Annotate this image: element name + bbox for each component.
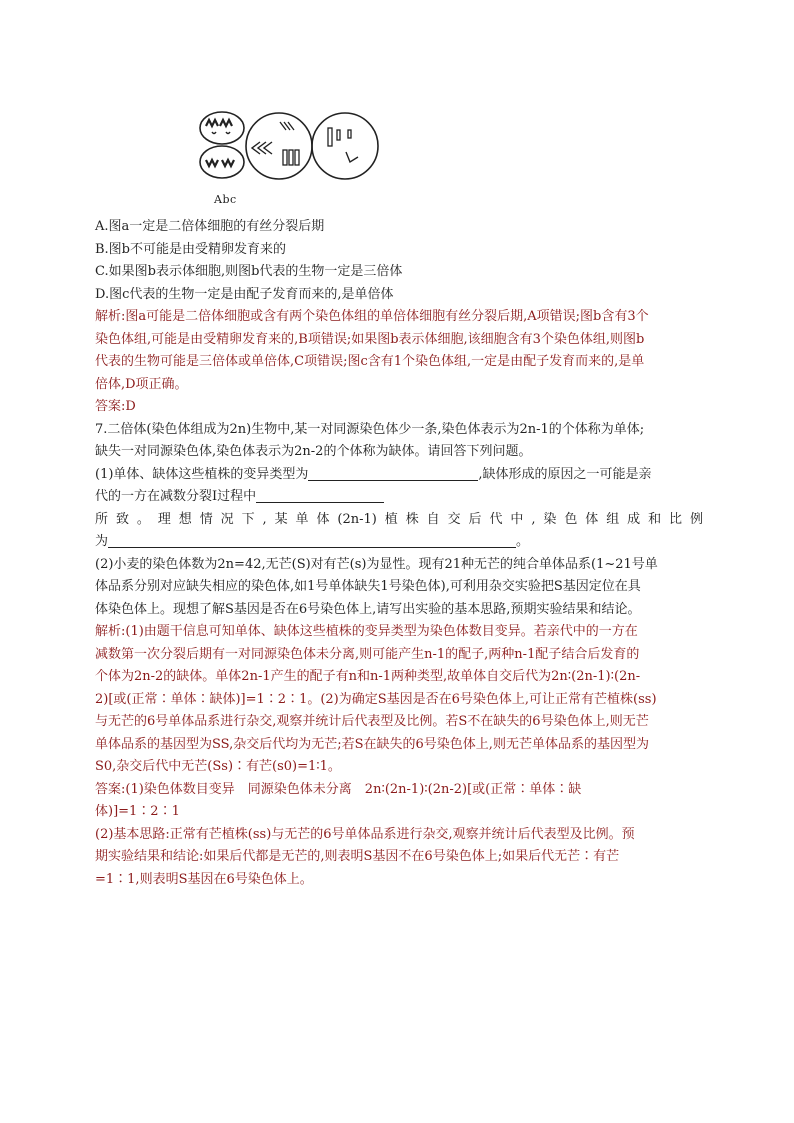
option-b: B.图b不可能是由受精卵发育来的 (95, 241, 287, 257)
part1-text: 代的一方在减数分裂Ⅰ过程中 (95, 489, 257, 504)
question-7-part1-line: 所致。理想情况下,某单体(2n-1)植株自交后代中,染色体组成和比例 (95, 511, 703, 527)
answer-blank-2[interactable] (256, 488, 384, 503)
part1-text: 。 (516, 534, 530, 549)
question-7-part2-line: (2)小麦的染色体数为2n=42,无芒(S)对有芒(s)为显性。现有21种无芒的纯合单体品系(1~21号单 (95, 556, 658, 572)
answer-blank-3[interactable] (108, 533, 516, 548)
analysis-line: 与无芒的6号单体品系进行杂交,观察并统计后代表型及比例。若S不在缺失的6号染色体上,则无芒 (95, 714, 649, 729)
cell-c-diagram (312, 113, 378, 179)
question-7-part1-line (95, 531, 703, 554)
answer-line: =1∶1,则表明S基因在6号染色体上。 (95, 871, 313, 887)
analysis-line: 2)[或(正常∶单体∶缺体)]=1∶2∶1。(2)为确定S基因是否在6号染色体上,可让正常有芒植株(ss) (95, 691, 657, 707)
answer-line: (2)基本思路:正常有芒植株(ss)与无芒的6号单体品系进行杂交,观察并统计后代表型及比例。预 (95, 826, 635, 842)
cell-b-diagram (246, 113, 312, 179)
analysis-line: 倍体,D项正确。 (95, 376, 188, 392)
analysis-line: 染色体组,可能是由受精卵发育来的,B项错误;如果图b表示体细胞,该细胞含有3个染色体组,则图b (95, 331, 645, 347)
figure-caption: Abc (214, 193, 237, 206)
part1-text: ,缺体形成的原因之一可能是亲 (478, 466, 652, 482)
question-7-part2-line: 体染色体上。现想了解S基因是否在6号染色体上,请写出实验的基本思路,预期实验结果和结论。 (95, 601, 641, 617)
part1-text: 为 (95, 534, 109, 549)
analysis-line: 单体品系的基因型为SS,杂交后代均为无芒;若S在缺失的6号染色体上,则无芒单体品系的基因型为 (95, 736, 649, 752)
analysis-line: 减数第一次分裂后期有一对同源染色体未分离,则可能产生n-1的配子,两种n-1配子结合后发育的 (95, 646, 640, 662)
question-7-intro: 缺失一对同源染色体,染色体表示为2n-2的个体称为缺体。请回答下列问题。 (95, 444, 532, 459)
option-c: C.如果图b表示体细胞,则图b代表的生物一定是三倍体 (95, 264, 403, 279)
answer-line: 答案:(1)染色体数目变异 同源染色体未分离 2n∶(2n-1)∶(2n-2)[或(正常∶单体∶缺 (95, 781, 582, 797)
option-a: A.图a一定是二倍体细胞的有丝分裂后期 (95, 219, 325, 234)
question-7-part1-line (95, 464, 703, 487)
question-7-part2-line: 体品系分别对应缺失相应的染色体,如1号单体缺失1号染色体),可利用杂交实验把S基因定位在具 (95, 579, 641, 594)
cell-a-diagram (200, 112, 244, 178)
answer-line: 体)]=1∶2∶1 (95, 804, 180, 819)
answer-line: 答案:D (95, 399, 136, 414)
option-d: D.图c代表的生物一定是由配子发育而来的,是单倍体 (95, 286, 394, 302)
question-7-part1-line (95, 486, 703, 509)
analysis-line: 个体为2n-2的缺体。单体2n-1产生的配子有n和n-1两种类型,故单体自交后代为2n∶(2n-1)∶(2n- (95, 669, 641, 684)
analysis-line: 解析:图a可能是二倍体细胞或含有两个染色体组的单倍体细胞有丝分裂后期,A项错误;图b含有3个 (95, 309, 649, 324)
question-7-intro: 7.二倍体(染色体组成为2n)生物中,某一对同源染色体少一条,染色体表示为2n-1的个体称为单体; (95, 421, 645, 437)
part1-text: (1)单体、缺体这些植株的变异类型为 (95, 466, 309, 482)
analysis-line: 解析:(1)由题干信息可知单体、缺体这些植株的变异类型为染色体数目变异。若亲代中的一方在 (95, 624, 638, 639)
answer-blank-1[interactable] (308, 466, 478, 481)
answer-line: 期实验结果和结论:如果后代都是无芒的,则表明S基因不在6号染色体上;如果后代无芒∶有芒 (95, 849, 620, 864)
analysis-line: S0,杂交后代中无芒(Ss)∶有芒(s0)=1∶1。 (95, 759, 341, 774)
chromosome-cell-figure (196, 110, 382, 182)
question-content (95, 216, 703, 891)
analysis-line: 代表的生物可能是三倍体或单倍体,C项错误;图c含有1个染色体组,一定是由配子发育而来的,是单 (95, 354, 645, 369)
